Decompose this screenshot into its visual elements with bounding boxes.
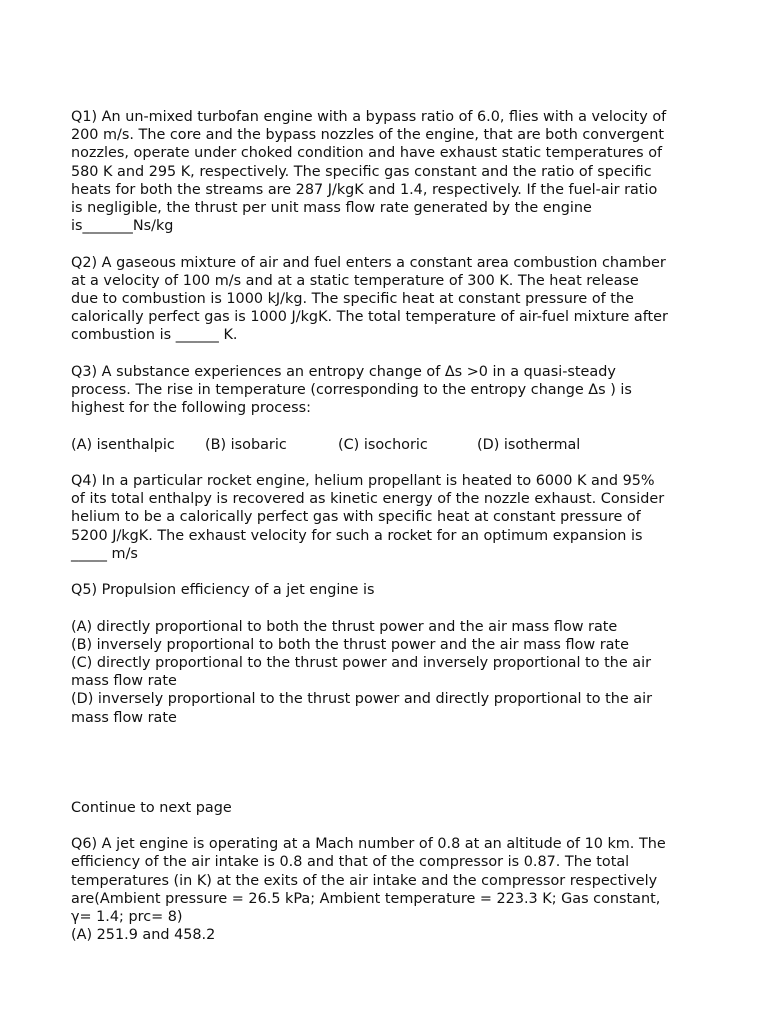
question-2: [71, 254, 711, 345]
q3-option-d: (D) isothermal: [477, 436, 581, 453]
q5-line: (A) directly proportional to both the thrust power and the air mass flow rate: [71, 618, 618, 635]
q6-line: efficiency of the air intake is 0.8 and that of the compressor is 0.87. The total: [71, 854, 630, 871]
q2-line: Q2) A gaseous mixture of air and fuel enters a constant area combustion chamber: [71, 254, 666, 271]
q3-options: [71, 436, 711, 454]
spacer: [71, 235, 711, 253]
q5-question: Q5) Propulsion efficiency of a jet engine is: [71, 582, 375, 599]
q4-line: Q4) In a particular rocket engine, helium propellant is heated to 6000 K and 95%: [71, 473, 655, 489]
continue-note: Continue to next page: [71, 799, 232, 816]
question-6: [71, 835, 711, 944]
q6-line: Q6) A jet engine is operating at a Mach number of 0.8 at an altitude of 10 km. The: [71, 836, 666, 853]
question-5: [71, 581, 711, 727]
q3-option-c: (C) isochoric: [338, 436, 428, 453]
q5-line: (B) inversely proportional to both the thrust power and the air mass flow rate: [71, 636, 629, 653]
q2-line: at a velocity of 100 m/s and at a static temperature of 300 K. The heat release: [71, 272, 639, 289]
q5-line: (D) inversely proportional to the thrust power and directly proportional to the air: [71, 691, 653, 708]
q1-line: heats for both the streams are 287 J/kgK and 1.4, respectively. If the fuel-air ratio: [71, 181, 658, 198]
spacer: [71, 817, 711, 835]
q1-line: 200 m/s. The core and the bypass nozzles of the engine, that are both convergent: [71, 127, 665, 144]
spacer: [71, 417, 711, 435]
spacer: [71, 727, 711, 799]
q2-line: combustion is ______ K.: [71, 327, 238, 344]
spacer: [71, 454, 711, 472]
q5-line: (C) directly proportional to the thrust power and inversely proportional to the air: [71, 655, 652, 671]
question-4: [71, 472, 711, 563]
q6-line: temperatures (in K) at the exits of the air intake and the compressor respectively: [71, 872, 658, 889]
q2-line: due to combustion is 1000 kJ/kg. The specific heat at constant pressure of the: [71, 291, 634, 308]
q3-line: process. The rise in temperature (corresponding to the entropy change Δs ) is: [71, 382, 632, 399]
q3-line: highest for the following process:: [71, 400, 311, 417]
q1-line: is negligible, the thrust per unit mass flow rate generated by the engine: [71, 200, 592, 217]
q4-line: 5200 J/kgK. The exhaust velocity for such a rocket for an optimum expansion is: [71, 527, 643, 544]
q6-line: are(Ambient pressure = 26.5 kPa; Ambient temperature = 223.3 K; Gas constant,: [71, 890, 661, 907]
q3-line: Q3) A substance experiences an entropy change of Δs >0 in a quasi-steady: [71, 363, 616, 380]
q3-option-a: (A) isenthalpic: [71, 436, 175, 453]
q5-line: mass flow rate: [71, 709, 177, 726]
q4-line: of its total enthalpy is recovered as kinetic energy of the nozzle exhaust. Consider: [71, 491, 665, 508]
spacer: [71, 599, 711, 617]
q6-line: (A) 251.9 and 458.2: [71, 927, 216, 944]
q1-line: nozzles, operate under choked condition and have exhaust static temperatures of: [71, 145, 663, 162]
q5-line: mass flow rate: [71, 673, 177, 690]
q1-line: is_______Ns/kg: [71, 218, 174, 235]
q1-line: 580 K and 295 K, respectively. The specific gas constant and the ratio of specific: [71, 163, 652, 180]
q2-line: calorically perfect gas is 1000 J/kgK. The total temperature of air-fuel mixture after: [71, 309, 668, 326]
q4-line: _____ m/s: [71, 545, 138, 562]
q4-line: helium to be a calorically perfect gas with specific heat at constant pressure of: [71, 509, 641, 526]
question-3: [71, 363, 711, 454]
document-page: [71, 108, 711, 944]
question-1: [71, 108, 711, 235]
spacer: [71, 345, 711, 363]
spacer: [71, 563, 711, 581]
q3-option-b: (B) isobaric: [205, 436, 287, 453]
q1-line: Q1) An un-mixed turbofan engine with a bypass ratio of 6.0, flies with a velocity of: [71, 109, 667, 125]
q6-line: γ= 1.4; prc= 8): [71, 909, 183, 926]
